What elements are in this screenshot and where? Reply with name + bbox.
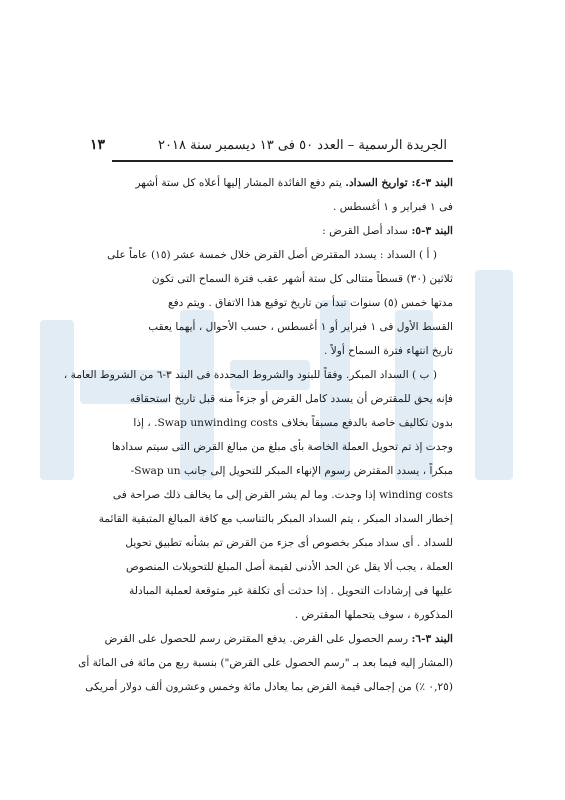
line-text: ( ب ) السداد المبكر. وفقاً للبنود والشروط المحددة فى البند ٣-٦ من الشروط العامة ، bbox=[63, 369, 437, 381]
line-text: winding costs إذا وجدت. وما لم يشر القرض إلى ما يخالف ذلك صراحة فى bbox=[112, 489, 453, 501]
line-text: عليها فى إرشادات التحويل . إذا حدثت أى تكلفة غير متوقعة لعملية المبادلة bbox=[129, 585, 453, 597]
text-line bbox=[112, 220, 453, 244]
line-text: (٠,٢٥ ٪) من إجمالى قيمة القرض بما يعادل مائة وخمس وعشرون ألف دولار أمريكى bbox=[85, 681, 453, 693]
text-line bbox=[63, 364, 453, 388]
line-text: مبكراً ، يسدد المقترض رسوم الإنهاء المبكر للتحويل إلى جانب Swap un- bbox=[130, 465, 453, 477]
line-text: (المشار إليه فيما بعد بـ "رسم الحصول على القرض") بنسبة ربع من مائة فى المائة أى bbox=[78, 657, 453, 669]
line-text: وجدت إذ تم تحويل العملة الخاصة بأى مبلغ من مبالغ القرض التى سيتم سدادها bbox=[111, 441, 453, 453]
line-text: فإنه يحق للمقترض أن يسدد كامل القرض أو جزءاً منه قبل تاريخ استحقاقه bbox=[129, 393, 453, 405]
line-text: يتم دفع الفائدة المشار إليها أعلاه كل ستة أشهر bbox=[135, 177, 346, 189]
text-line bbox=[112, 556, 453, 580]
text-line bbox=[112, 604, 453, 628]
text-line bbox=[112, 580, 453, 604]
text-line bbox=[112, 172, 453, 196]
line-text: المذكورة ، سوف يتحملها المقترض . bbox=[294, 609, 453, 621]
document-body bbox=[63, 172, 453, 700]
line-text: سداد أصل القرض : bbox=[322, 225, 412, 237]
clause-heading: البند ٣-٥: bbox=[411, 225, 453, 237]
line-text: فى ١ فبراير و ١ أغسطس . bbox=[333, 201, 453, 213]
line-text: مدتها خمس (٥) سنوات تبدأ من تاريخ توقيع هذا الاتفاق . ويتم دفع bbox=[167, 297, 453, 309]
page-number: ١٣ bbox=[90, 137, 106, 153]
text-line bbox=[112, 484, 453, 508]
clause-heading: البند ٣-٦: bbox=[411, 633, 453, 645]
text-line bbox=[112, 460, 453, 484]
line-text: القسط الأول فى ١ فبراير أو ١ أغسطس ، حسب الأحوال ، أيهما يعقب bbox=[148, 321, 453, 333]
text-line bbox=[78, 652, 453, 676]
text-line bbox=[107, 244, 453, 268]
gazette-title: الجريدة الرسمية – العدد ٥٠ فى ١٣ ديسمبر سنة ٢٠١٨ bbox=[158, 137, 447, 153]
text-line bbox=[112, 340, 453, 364]
text-line bbox=[85, 676, 453, 700]
text-line bbox=[112, 436, 453, 460]
line-text: بدون تكاليف خاصة بالدفع مسبقاً بخلاف Swap unwinding costs. ، إذا bbox=[133, 417, 453, 429]
line-text: للسداد . أى سداد مبكر بخصوص أى جزء من القرض تم بشأنه تطبيق تحويل bbox=[125, 537, 453, 549]
text-line bbox=[98, 508, 453, 532]
text-line bbox=[104, 628, 453, 652]
text-line bbox=[112, 316, 453, 340]
line-text: ( أ ) السداد : يسدد المقترض أصل القرض خلال خمسة عشر (١٥) عاماً على bbox=[107, 249, 437, 261]
line-text: العملة ، يجب ألا يقل عن الحد الأدنى لقيمة أصل المبلغ للتحويلات المنصوص bbox=[126, 561, 453, 573]
line-text: ثلاثين (٣٠) قسطاً متتالى كل ستة أشهر عقب فترة السماح التى تكون bbox=[151, 273, 453, 285]
clause-heading: البند ٣-٤: تواريخ السداد. bbox=[345, 177, 453, 189]
text-line bbox=[112, 532, 453, 556]
text-line bbox=[112, 412, 453, 436]
line-text: رسم الحصول على القرض. يدفع المقترض رسم للحصول على القرض bbox=[104, 633, 412, 645]
text-line bbox=[112, 292, 453, 316]
page-header bbox=[90, 133, 447, 157]
header-divider bbox=[112, 160, 453, 162]
text-line bbox=[112, 196, 453, 220]
line-text: تاريخ انتهاء فترة السماح أولاً . bbox=[323, 345, 453, 357]
text-line bbox=[112, 388, 453, 412]
line-text: إخطار السداد المبكر ، يتم السداد المبكر بالتناسب مع كافة المبالغ المتبقية القائمة bbox=[98, 513, 453, 525]
text-line bbox=[112, 268, 453, 292]
